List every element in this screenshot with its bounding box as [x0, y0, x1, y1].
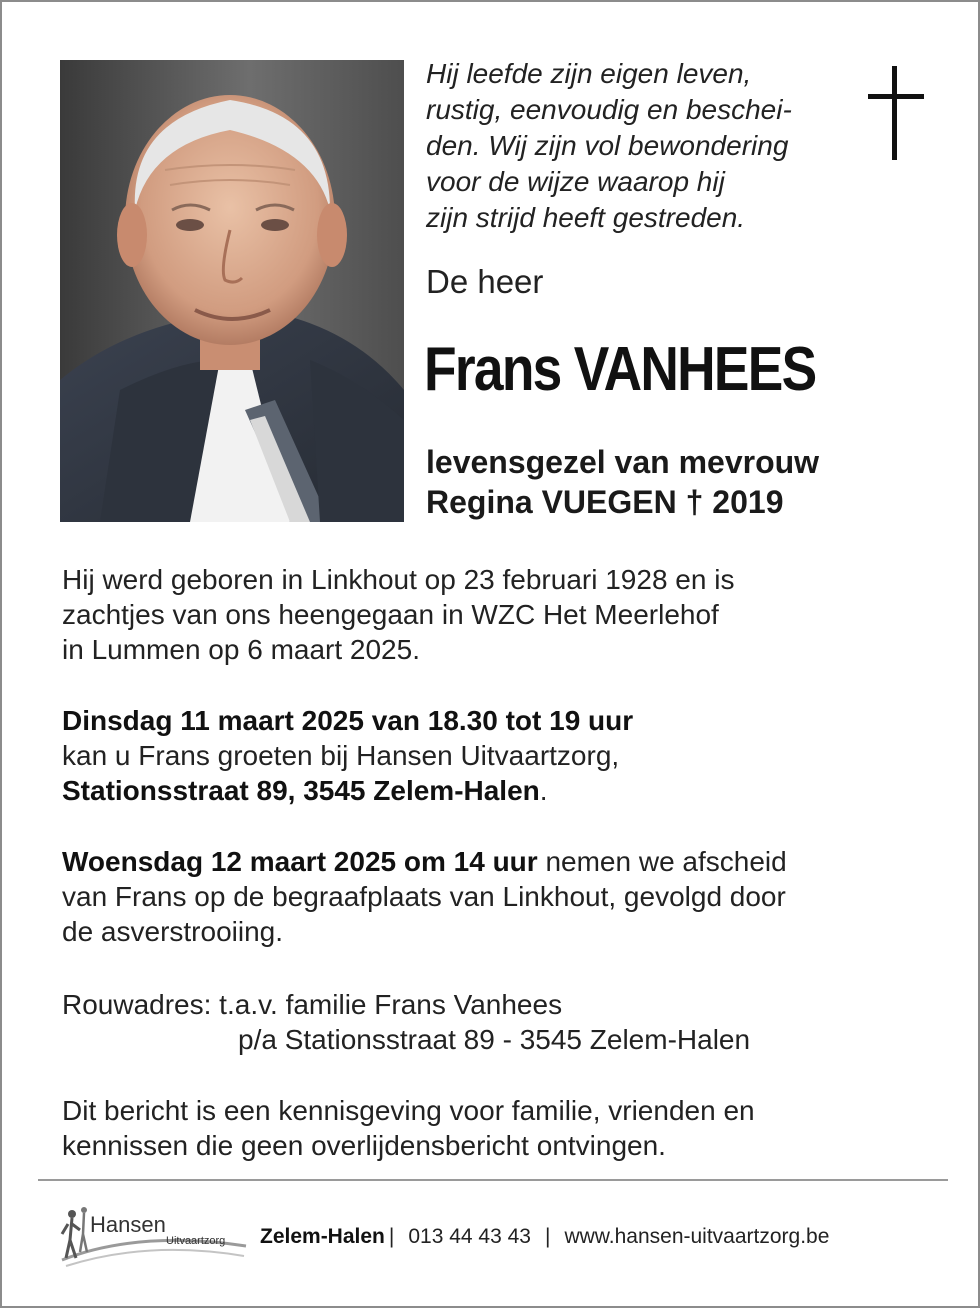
footer-website-link[interactable]: www.hansen-uitvaartzorg.be [564, 1225, 830, 1248]
address-line: Rouwadres: t.a.v. familie Frans Vanhees [62, 989, 563, 1020]
ceremony-datetime: Woensdag 12 maart 2025 om 14 uur [62, 846, 538, 877]
partner-line: levensgezel van mevrouw [426, 444, 820, 480]
paragraph-line: zachtjes van ons heengegaan in WZC Het Meerlehof [62, 599, 719, 630]
footer-phone[interactable]: 013 44 43 43 [408, 1225, 531, 1248]
mourning-address [62, 987, 922, 1057]
paragraph-line: kan u Frans groeten bij Hansen Uitvaartzorg, [62, 740, 620, 771]
paragraph-line: de asverstrooiing. [62, 916, 284, 947]
paragraph-line: Hij werd geboren in Linkhout op 23 februari 1928 en is [62, 564, 735, 595]
deceased-name: Frans VANHEES [424, 335, 816, 404]
paragraph-line: van Frans op de begraafplaats van Linkhout, gevolgd door [62, 881, 786, 912]
poem-line: Hij leefde zijn eigen leven, [426, 58, 752, 89]
honorific: De heer [426, 263, 544, 300]
punctuation: . [539, 775, 548, 806]
paragraph-line: Dit bericht is een kennisgeving voor familie, vrienden en [62, 1095, 755, 1126]
portrait-photo [60, 60, 404, 522]
poem-line: voor de wijze waarop hij [426, 166, 725, 197]
visitation-datetime: Dinsdag 11 maart 2025 van 18.30 tot 19 uur [62, 705, 634, 736]
poem-line: den. Wij zijn vol bewondering [426, 130, 789, 161]
footer-separator: | [544, 1225, 551, 1248]
visitation-paragraph [62, 703, 922, 808]
visitation-address: Stationsstraat 89, 3545 Zelem-Halen [62, 775, 540, 806]
poem [426, 56, 856, 236]
partner-info [426, 442, 819, 522]
footer-divider [38, 1179, 948, 1181]
paragraph-line: in Lummen op 6 maart 2025. [62, 634, 420, 665]
logo-name: Hansen [90, 1212, 166, 1237]
birth-death-paragraph [62, 562, 922, 667]
logo-subtitle: Uitvaartzorg [166, 1235, 226, 1247]
poem-line: zijn strijd heeft gestreden. [426, 202, 746, 233]
paragraph-text: nemen we afscheid [537, 846, 787, 877]
poem-line: rustig, eenvoudig en beschei- [426, 94, 792, 125]
footer-separator: | [388, 1225, 395, 1248]
footer-contact [260, 1223, 829, 1251]
partner-line: Regina VUEGEN † 2019 [426, 484, 784, 520]
paragraph-line: kennissen die geen overlijdensbericht ontvingen. [62, 1130, 666, 1161]
notice-paragraph [62, 1093, 922, 1163]
ceremony-paragraph [62, 844, 922, 949]
address-line: p/a Stationsstraat 89 - 3545 Zelem-Halen [238, 1024, 751, 1055]
portrait-illustration [60, 60, 404, 522]
cross-icon [868, 66, 924, 162]
footer-town: Zelem-Halen [260, 1225, 385, 1248]
